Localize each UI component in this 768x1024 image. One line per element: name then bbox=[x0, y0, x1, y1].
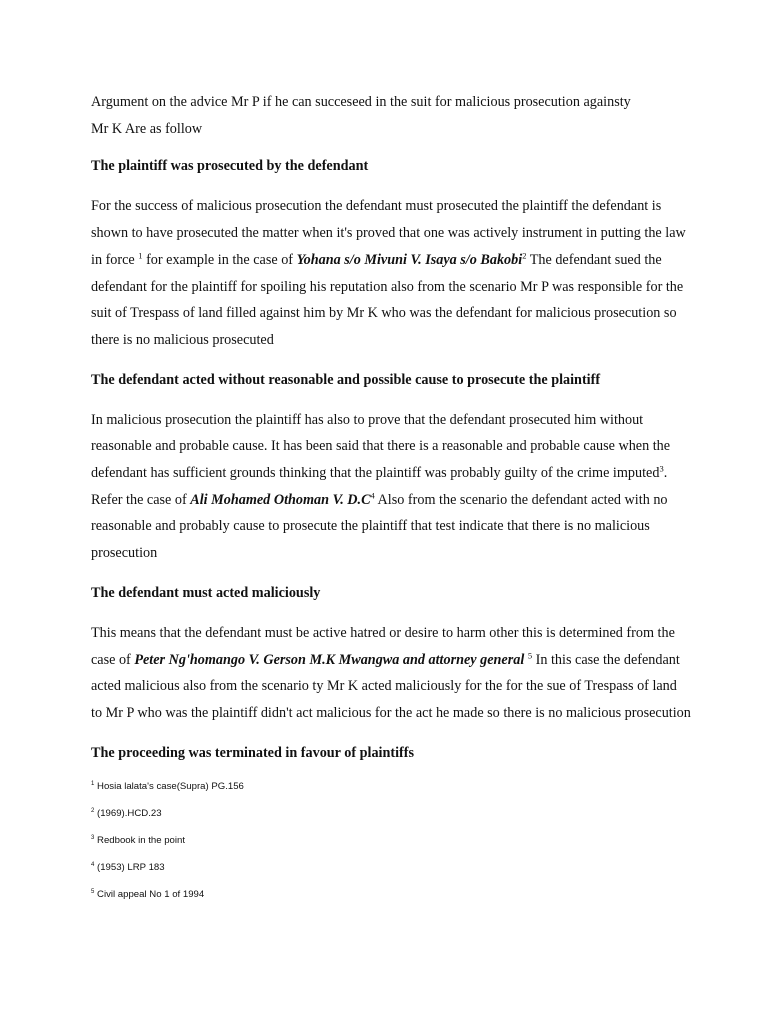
footnote-number: 2 bbox=[91, 807, 95, 814]
body-text: for example in the case of bbox=[142, 251, 297, 268]
section-body-reasonable-cause bbox=[91, 407, 691, 567]
footnote-text: Hosia lalata's case(Supra) PG.156 bbox=[97, 780, 244, 792]
section-heading-maliciously: The defendant must acted maliciously bbox=[91, 584, 321, 601]
footnote-item bbox=[91, 888, 691, 915]
footnote-number: 3 bbox=[91, 834, 95, 841]
footnote-item bbox=[91, 861, 691, 888]
footnote-ref: 2 bbox=[522, 250, 527, 261]
body-text: In malicious prosecution the plaintiff has also to prove that the defendant prosecuted him without reasonable and probable cause. It has been said that there is a reasonable and probable cause when the defendant has sufficient grounds thinking that the plaintiff was probably guilty of the crime imputed bbox=[91, 411, 671, 482]
section-heading-prosecuted: The plaintiff was prosecuted by the defendant bbox=[91, 158, 369, 175]
footnote-ref: 3 bbox=[659, 463, 664, 474]
intro-line-1: Argument on the advice Mr P if he can succeseed in the suit for malicious prosecution againsty bbox=[91, 94, 631, 110]
section-body-maliciously bbox=[91, 620, 691, 727]
footnote-text: Redbook in the point bbox=[97, 834, 186, 846]
footnote-ref: 5 bbox=[527, 649, 533, 660]
intro-line-2: Mr K Are as follow bbox=[91, 120, 203, 137]
footnotes-list bbox=[91, 780, 691, 915]
case-citation: Ali Mohamed Othoman V. D.C bbox=[190, 491, 371, 508]
body-text: For the success of malicious prosecution the defendant must prosecuted the plaintiff the defendant is shown to have prosecuted the matter when it's proved that one was actively instrument in putting the law in force bbox=[91, 198, 686, 268]
intro-paragraph bbox=[91, 89, 691, 142]
case-citation: Yohana s/o Mivuni V. Isaya s/o Bakobi bbox=[296, 251, 523, 268]
footnote-item bbox=[91, 807, 691, 834]
section-heading-reasonable-cause: The defendant acted without reasonable and possible cause to prosecute the plaintiff bbox=[91, 371, 601, 388]
document-body bbox=[91, 89, 691, 915]
body-text: This means that the defendant must be active hatred or desire to harm other this is determined from the case of bbox=[91, 624, 675, 668]
footnote-number: 5 bbox=[91, 888, 95, 895]
footnote-number: 4 bbox=[91, 861, 95, 868]
footnote-ref: 4 bbox=[370, 490, 375, 500]
footnote-text: Civil appeal No 1 of 1994 bbox=[97, 888, 205, 900]
body-text: Also from the scenario the defendant acted with no reasonable and probably cause to prosecute the plaintiff that test indicate that there is no malicious prosecution bbox=[91, 491, 668, 562]
footnote-ref: 1 bbox=[138, 250, 143, 261]
footnote-text: (1969).HCD.23 bbox=[97, 807, 162, 819]
body-text: The defendant sued the defendant for the plaintiff for spoiling his reputation also from the scenario Mr P was responsible for the suit of Trespass of land filled against him by Mr K who was the defendant for malicious prosecution so there is no malicious prosecuted bbox=[91, 251, 684, 348]
body-text: In this case the defendant acted malicious also from the scenario ty Mr K acted maliciously for the for the sue of Trespass of land to Mr P who was the plaintiff didn't act malicious for the act he made so there is no malicious prosecution bbox=[91, 651, 691, 721]
footnote-number: 1 bbox=[91, 780, 95, 787]
case-citation: Peter Ng'homango V. Gerson M.K Mwangwa and attorney general bbox=[134, 651, 525, 668]
footnote-item bbox=[91, 780, 691, 807]
footnote-item bbox=[91, 834, 691, 861]
footnote-text: (1953) LRP 183 bbox=[97, 861, 165, 873]
section-heading-terminated: The proceeding was terminated in favour of plaintiffs bbox=[91, 744, 415, 761]
body-text: . Refer the case of bbox=[91, 465, 668, 508]
section-body-prosecuted bbox=[91, 193, 691, 353]
